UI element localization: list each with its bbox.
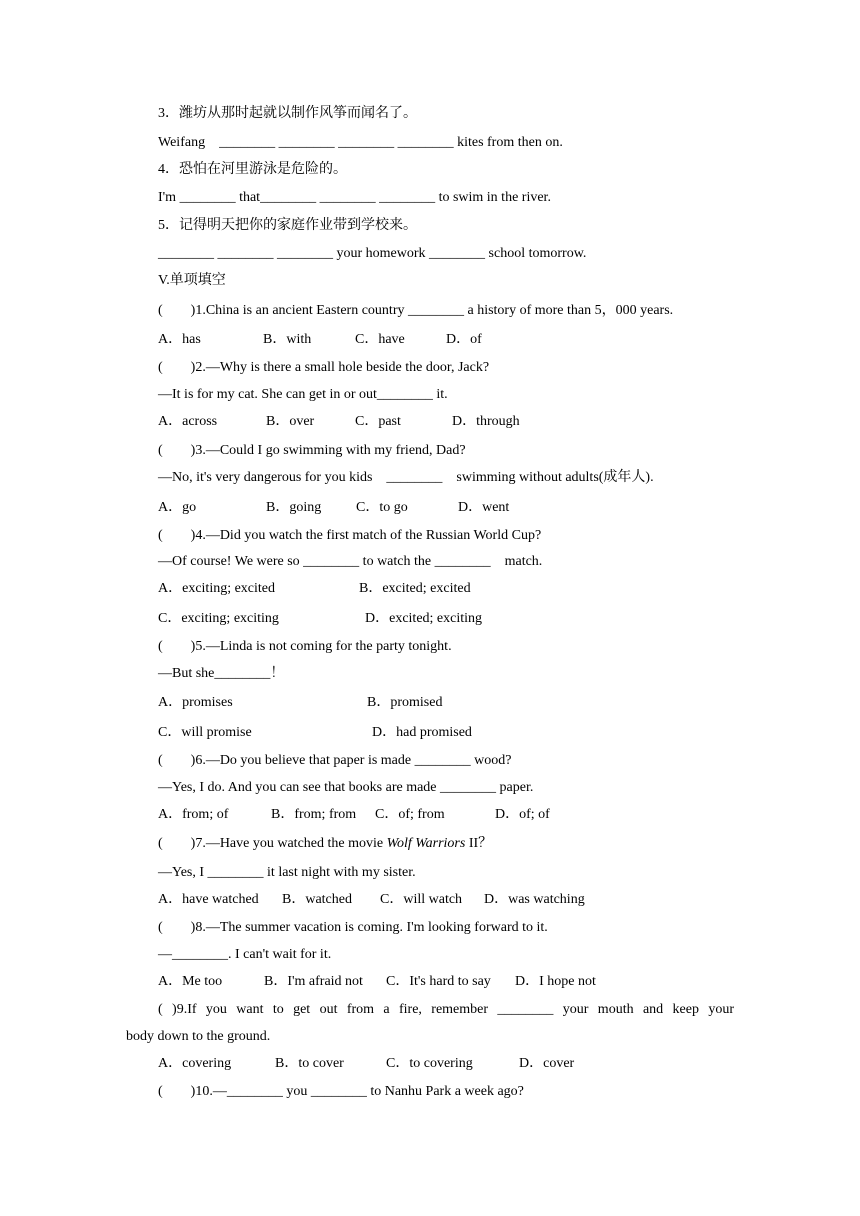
- q3-option-b: B．going: [266, 500, 322, 515]
- q2-option-b: B．over: [266, 414, 315, 429]
- question-2-reply: —It is for my cat. She can get in or out________ it.: [158, 387, 448, 402]
- q4-chinese: 4．恐怕在河里游泳是危险的。: [158, 162, 347, 177]
- question-8-reply: —________. I can't wait for it.: [158, 947, 332, 962]
- question-7-reply: —Yes, I ________ it last night with my sister.: [158, 865, 416, 880]
- q6-option-a: A．from; of: [158, 807, 229, 822]
- q1-option-b: B．with: [263, 332, 312, 347]
- q3-option-c: C．to go: [356, 500, 408, 515]
- q8-option-c: C．It's hard to say: [386, 974, 491, 989]
- question-5-stem: ( )5.—Linda is not coming for the party tonight.: [158, 639, 452, 654]
- q9-option-c: C．to covering: [386, 1056, 473, 1071]
- q4-option-b: B．excited; excited: [359, 581, 471, 596]
- q5-option-b: B．promised: [367, 695, 443, 710]
- q4-option-d: D．excited; exciting: [365, 611, 483, 626]
- q2-option-a: A．across: [158, 414, 218, 429]
- q9-option-b: B．to cover: [275, 1056, 344, 1071]
- question-7-stem: [158, 835, 492, 853]
- question-8-stem: ( )8.—The summer vacation is coming. I'm looking forward to it.: [158, 920, 548, 935]
- question-6-reply: —Yes, I do. And you can see that books are made ________ paper.: [158, 780, 534, 795]
- q9-option-d: D．cover: [519, 1056, 575, 1071]
- q5-english: ________ ________ ________ your homework ________ school tomorrow.: [158, 246, 587, 261]
- q2-option-d: D．through: [452, 414, 520, 429]
- q7-option-a: A．have watched: [158, 892, 259, 907]
- q9-option-a: A．covering: [158, 1056, 232, 1071]
- q1-option-d: D．of: [446, 332, 482, 347]
- q6-option-c: C．of; from: [375, 807, 445, 822]
- q5-option-a: A．promises: [158, 695, 233, 710]
- q5-chinese: 5．记得明天把你的家庭作业带到学校来。: [158, 218, 417, 233]
- question-5-reply: —But she________！: [158, 666, 285, 681]
- question-7-stem-suffix: II？: [465, 836, 493, 851]
- q5-option-d: D．had promised: [372, 725, 472, 740]
- q3-chinese: 3．潍坊从那时起就以制作风筝而闻名了。: [158, 106, 417, 121]
- q6-option-d: D．of; of: [495, 807, 550, 822]
- question-10-stem: ( )10.—________ you ________ to Nanhu Park a week ago?: [158, 1084, 524, 1099]
- q3-option-d: D．went: [458, 500, 510, 515]
- q8-option-d: D．I hope not: [515, 974, 596, 989]
- question-7-stem-text: ( )7.—Have you watched the movie: [158, 836, 387, 851]
- q2-option-c: C．past: [355, 414, 401, 429]
- q7-option-c: C．will watch: [380, 892, 463, 907]
- question-6-stem: ( )6.—Do you believe that paper is made ________ wood?: [158, 753, 512, 768]
- question-1-stem: ( )1.China is an ancient Eastern country ________ a history of more than 5，000 years.: [158, 303, 674, 318]
- q4-option-a: A．exciting; excited: [158, 581, 276, 596]
- section-title: V.单项填空: [158, 273, 226, 288]
- q5-option-c: C．will promise: [158, 725, 252, 740]
- q3-option-a: A．go: [158, 500, 197, 515]
- q4-option-c: C．exciting; exciting: [158, 611, 279, 626]
- question-9-stem: ( )9.If you want to get out from a fire, remember ________ your mouth and keep your: [158, 1002, 734, 1017]
- question-4-reply: —Of course! We were so ________ to watch the ________ match.: [158, 554, 543, 569]
- movie-title: Wolf Warriors: [386, 836, 466, 851]
- q1-option-a: A．has: [158, 332, 201, 347]
- question-2-stem: ( )2.—Why is there a small hole beside the door, Jack?: [158, 360, 490, 375]
- q1-option-c: C．have: [355, 332, 405, 347]
- q7-option-d: D．was watching: [484, 892, 585, 907]
- question-4-stem: ( )4.—Did you watch the first match of the Russian World Cup?: [158, 528, 542, 543]
- q4-english: I'm ________ that________ ________ ________ to swim in the river.: [158, 190, 551, 205]
- question-9-continuation: body down to the ground.: [126, 1029, 271, 1044]
- q7-option-b: B．watched: [282, 892, 352, 907]
- q8-option-a: A．Me too: [158, 974, 223, 989]
- question-3-stem: ( )3.—Could I go swimming with my friend, Dad?: [158, 443, 466, 458]
- q8-option-b: B．I'm afraid not: [264, 974, 363, 989]
- q3-english: Weifang ________ ________ ________ ________ kites from then on.: [158, 135, 563, 150]
- question-3-reply: —No, it's very dangerous for you kids ________ swimming without adults(成年人).: [158, 470, 654, 485]
- q6-option-b: B．from; from: [271, 807, 357, 822]
